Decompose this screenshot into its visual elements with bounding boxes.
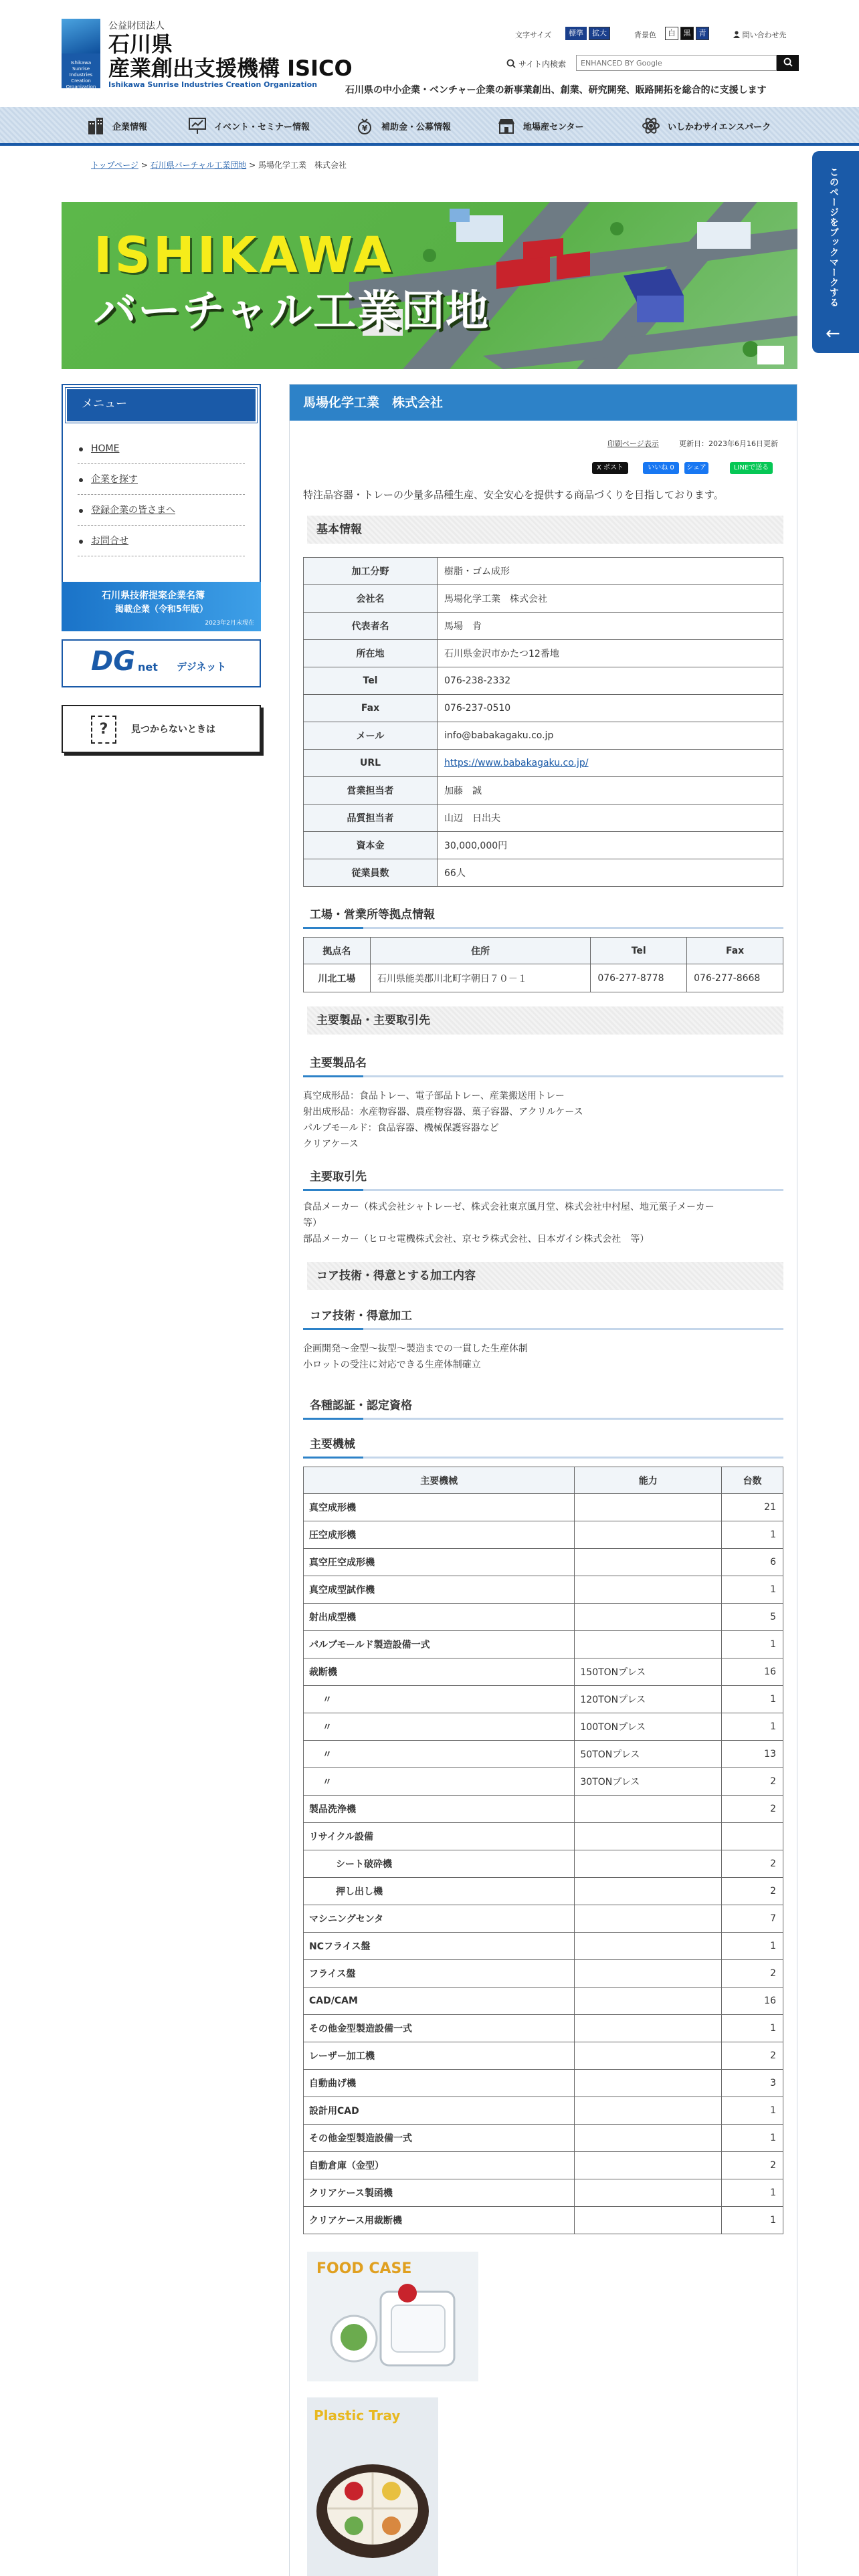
table-row xyxy=(304,1604,783,1631)
machine-name: 真空圧空成形機 xyxy=(304,1549,575,1576)
food-case-photo xyxy=(307,2252,478,2381)
table-row xyxy=(304,1796,783,1823)
facebook-share-button[interactable]: シェア xyxy=(684,462,708,474)
field-value: 66人 xyxy=(438,859,783,887)
machine-name: 製品洗浄機 xyxy=(304,1796,575,1823)
machine-quantity: 21 xyxy=(722,1494,783,1521)
machine-quantity: 5 xyxy=(722,1604,783,1631)
machine-capacity xyxy=(575,1878,722,1905)
search-input[interactable] xyxy=(576,55,777,71)
column-header: 住所 xyxy=(370,938,590,964)
plastic-tray-photo xyxy=(307,2397,438,2576)
machine-capacity xyxy=(575,1631,722,1658)
table-row xyxy=(304,2070,783,2097)
machine-capacity: 30TONプレス xyxy=(575,1768,722,1796)
field-value: 加藤 誠 xyxy=(438,777,783,804)
sidebar-link-contact[interactable]: お問合せ xyxy=(91,536,128,546)
core-line: 企画開発～金型～抜型～製造までの一貫した生産体制 xyxy=(303,1344,528,1354)
machine-capacity xyxy=(575,2125,722,2152)
machine-capacity xyxy=(575,2042,722,2070)
machine-capacity xyxy=(575,1549,722,1576)
sidebar-menu-title: メニュー xyxy=(66,388,257,423)
person-icon xyxy=(733,31,740,38)
bg-color-label: 背景色 xyxy=(634,31,656,39)
diginet-banner[interactable] xyxy=(62,639,261,687)
table-row xyxy=(304,1658,783,1686)
machine-capacity xyxy=(575,1823,722,1850)
machine-name: 真空成形機 xyxy=(304,1494,575,1521)
company-url-link[interactable]: https://www.babakagaku.co.jp/ xyxy=(444,758,589,768)
table-row xyxy=(304,558,783,585)
subheading-core: コア技術・得意加工 xyxy=(303,1303,783,1330)
isico-logo[interactable] xyxy=(62,19,100,88)
machine-capacity xyxy=(575,2152,722,2179)
machine-name: 〃 xyxy=(304,1768,575,1796)
machine-name: CAD/CAM xyxy=(304,1988,575,2015)
bg-blue-button[interactable]: 青 xyxy=(696,27,709,40)
table-row xyxy=(304,585,783,613)
line-share-button[interactable]: LINEで送る xyxy=(730,462,773,474)
field-value: 馬場化学工業 株式会社 xyxy=(438,585,783,613)
company-intro: 特注品容器・トレーの少量多品種生産、安全安心を提供する商品づくりを目指しております。 xyxy=(303,489,724,501)
subheading-clients: 主要取引先 xyxy=(303,1164,783,1191)
section-heading-core: コア技術・得意とする加工内容 xyxy=(303,1262,783,1290)
machine-capacity xyxy=(575,1604,722,1631)
field-label: 従業員数 xyxy=(304,859,438,887)
machine-quantity: 3 xyxy=(722,2070,783,2097)
machine-quantity: 1 xyxy=(722,2179,783,2207)
field-value: 山辺 日出夫 xyxy=(438,804,783,832)
product-line: クリアケース xyxy=(303,1139,359,1150)
subheading-certifications: 各種認証・認定資格 xyxy=(303,1393,783,1420)
machine-quantity: 2 xyxy=(722,1796,783,1823)
machine-name: 自動曲げ機 xyxy=(304,2070,575,2097)
table-row xyxy=(304,1905,783,1933)
machine-name: NCフライス盤 xyxy=(304,1933,575,1960)
main-content xyxy=(289,384,797,2576)
machine-name: レーザー加工機 xyxy=(304,2042,575,2070)
machine-name: シート破砕機 xyxy=(304,1850,575,1878)
field-label: Fax xyxy=(304,695,438,722)
search-icon xyxy=(506,59,516,68)
table-row xyxy=(304,2097,783,2125)
machine-quantity xyxy=(722,1823,783,1850)
bg-black-button[interactable]: 黒 xyxy=(680,27,694,40)
machine-quantity: 1 xyxy=(722,1576,783,1604)
breadcrumb-current: 馬場化学工業 株式会社 xyxy=(258,160,347,170)
nav-item-science-park[interactable] xyxy=(641,107,771,144)
machine-name: 自動倉庫（金型） xyxy=(304,2152,575,2179)
plastic-tray-label: Plastic Tray xyxy=(314,2407,401,2424)
table-row xyxy=(304,964,783,992)
shop-icon xyxy=(496,116,516,136)
basic-info-table xyxy=(303,557,783,887)
machine-quantity: 1 xyxy=(722,2207,783,2234)
table-row xyxy=(304,1631,783,1658)
field-value: 076-237-0510 xyxy=(438,695,783,722)
product-line: 真空成形品：食品トレー、電子部品トレー、産業搬送用トレー xyxy=(303,1091,565,1101)
client-line: 部品メーカー（ヒロセ電機株式会社、京セラ株式会社、日本ガイシ株式会社 等） xyxy=(303,1234,650,1245)
machine-name: クリアケース製函機 xyxy=(304,2179,575,2207)
machine-quantity: 1 xyxy=(722,1713,783,1741)
search-button[interactable] xyxy=(777,55,799,71)
machine-name: その他金型製造設備一式 xyxy=(304,2015,575,2042)
search-button-icon xyxy=(783,58,793,67)
products-list xyxy=(303,1088,783,1152)
accessibility-tools xyxy=(515,27,803,43)
machine-name: 裁断機 xyxy=(304,1658,575,1686)
breadcrumb-top-link[interactable]: トップページ xyxy=(91,160,138,170)
machine-quantity: 1 xyxy=(722,1933,783,1960)
column-header: Tel xyxy=(591,938,687,964)
column-header: 拠点名 xyxy=(304,938,371,964)
column-header: 台数 xyxy=(722,1467,783,1494)
nav-label: 補助金・公募情報 xyxy=(381,122,452,132)
page-title: 馬場化学工業 株式会社 xyxy=(290,385,797,421)
diginet-logo: DG xyxy=(91,646,136,677)
table-row xyxy=(304,1741,783,1768)
field-value: 樹脂・ゴム成形 xyxy=(438,558,783,585)
sidebar-item-search xyxy=(78,464,245,495)
table-row xyxy=(304,2207,783,2234)
x-post-button[interactable]: X ポスト xyxy=(592,462,628,474)
table-row xyxy=(304,1494,783,1521)
table-row xyxy=(304,832,783,859)
site-tagline: 石川県の中小企業・ベンチャー企業の新事業創出、創業、研究開発、販路開拓を総合的に支援します xyxy=(345,85,767,96)
contact-label: 問い合わせ先 xyxy=(742,31,787,39)
field-label: 営業担当者 xyxy=(304,777,438,804)
machine-quantity: 1 xyxy=(722,1521,783,1549)
machine-name: 真空成型試作機 xyxy=(304,1576,575,1604)
banner-date: 2023年2月末現在 xyxy=(205,620,254,627)
search-label xyxy=(506,58,566,70)
org-kana: 公益財団法人 xyxy=(108,21,165,31)
table-row xyxy=(304,722,783,750)
field-value: 石川県金沢市かたつ12番地 xyxy=(438,640,783,667)
machine-capacity xyxy=(575,2179,722,2207)
product-line: パルプモールド：食品容器、機械保護容器など xyxy=(303,1123,499,1134)
core-list xyxy=(303,1341,783,1373)
machine-capacity xyxy=(575,1576,722,1604)
machine-quantity: 1 xyxy=(722,1631,783,1658)
machine-capacity xyxy=(575,1521,722,1549)
machine-name: 設計用CAD xyxy=(304,2097,575,2125)
table-row xyxy=(304,1823,783,1850)
banner-title: 石川県技術提案企業名簿 xyxy=(102,591,205,601)
tech-proposal-directory-banner[interactable] xyxy=(62,582,261,631)
table-header-row xyxy=(304,938,783,964)
science-icon xyxy=(641,116,661,136)
machine-quantity: 2 xyxy=(722,1960,783,1988)
diginet-label: デジネット xyxy=(177,661,227,673)
sidebar-item-contact xyxy=(78,526,245,556)
location-name: 川北工場 xyxy=(304,964,371,992)
bookmark-tab[interactable] xyxy=(812,151,859,353)
machines-table xyxy=(303,1467,783,2234)
section-heading-basic: 基本情報 xyxy=(303,516,783,544)
machine-capacity xyxy=(575,2207,722,2234)
location-address: 石川県能美郡川北町字朝日７０－１ xyxy=(370,964,590,992)
font-size-normal-button[interactable]: 標準 xyxy=(565,27,587,40)
machine-capacity xyxy=(575,1960,722,1988)
field-label: 代表者名 xyxy=(304,613,438,640)
arrow-left-icon: ← xyxy=(826,324,840,344)
locations-table xyxy=(303,937,783,992)
table-row xyxy=(304,1713,783,1741)
nav-label: 企業情報 xyxy=(112,122,148,132)
machine-name: 圧空成形機 xyxy=(304,1521,575,1549)
banner-title-jp: バーチャル工業団地 xyxy=(94,287,490,336)
table-row xyxy=(304,695,783,722)
table-row xyxy=(304,2152,783,2179)
location-fax: 076-277-8668 xyxy=(687,964,783,992)
field-value: 馬場 肯 xyxy=(438,613,783,640)
field-label: メール xyxy=(304,722,438,750)
core-line: 小ロットの受注に対応できる生産体制確立 xyxy=(303,1360,481,1370)
contact-link[interactable] xyxy=(733,29,787,40)
bg-white-button[interactable]: 白 xyxy=(665,27,678,40)
column-header: Fax xyxy=(687,938,783,964)
table-row xyxy=(304,1960,783,1988)
nav-label: 地場産センター xyxy=(523,122,584,132)
table-row xyxy=(304,750,783,777)
machine-quantity: 1 xyxy=(722,2015,783,2042)
machine-name: 〃 xyxy=(304,1741,575,1768)
machine-capacity xyxy=(575,1850,722,1878)
machine-quantity: 16 xyxy=(722,1658,783,1686)
nav-item-company[interactable] xyxy=(86,107,147,144)
search-label-text: サイト内検索 xyxy=(518,60,566,69)
table-row xyxy=(304,1768,783,1796)
virtual-industrial-park-banner xyxy=(62,202,797,369)
clients-list xyxy=(303,1199,783,1247)
machine-capacity: 50TONプレス xyxy=(575,1741,722,1768)
presentation-icon xyxy=(187,116,207,136)
font-size-label: 文字サイズ xyxy=(515,31,552,39)
field-label: 加工分野 xyxy=(304,558,438,585)
nav-label: いしかわサイエンスパーク xyxy=(668,122,771,132)
machine-capacity xyxy=(575,1494,722,1521)
facebook-like-button[interactable]: いいね 0 xyxy=(643,462,679,474)
machine-quantity: 1 xyxy=(722,1686,783,1713)
field-label: 品質担当者 xyxy=(304,804,438,832)
machine-quantity: 13 xyxy=(722,1741,783,1768)
machine-quantity: 2 xyxy=(722,1878,783,1905)
machine-name: 〃 xyxy=(304,1686,575,1713)
field-label: URL xyxy=(304,750,438,777)
table-row xyxy=(304,2015,783,2042)
section-heading-products: 主要製品・主要取引先 xyxy=(303,1006,783,1035)
table-row xyxy=(304,2179,783,2207)
field-value: 076-238-2332 xyxy=(438,667,783,695)
org-english-name: Ishikawa Sunrise Industries Creation Organization xyxy=(108,80,318,89)
column-header: 能力 xyxy=(575,1467,722,1494)
site-search xyxy=(506,53,799,72)
table-row xyxy=(304,1933,783,1960)
table-header-row xyxy=(304,1467,783,1494)
field-value: 30,000,000円 xyxy=(438,832,783,859)
print-page-link[interactable]: 印刷ページ表示 xyxy=(607,439,659,448)
machine-name: フライス盤 xyxy=(304,1960,575,1988)
logo-small-text: Ishikawa Sunrise Industries Creation Organization xyxy=(66,60,96,90)
question-mark-icon: ? xyxy=(91,716,116,744)
money-bag-icon xyxy=(355,116,375,136)
breadcrumb-separator: > xyxy=(138,160,151,170)
product-line: 射出成形品：水産物容器、農産物容器、菓子容器、アクリルケース xyxy=(303,1107,583,1117)
sidebar-menu xyxy=(62,384,261,599)
section-heading-locations: 工場・営業所等拠点情報 xyxy=(303,902,783,929)
machine-name: リサイクル設備 xyxy=(304,1823,575,1850)
client-line: 食品メーカー（株式会社シャトレーゼ、株式会社東京風月堂、株式会社中村屋、地元菓子メーカー xyxy=(303,1202,714,1212)
field-value-cell xyxy=(438,750,783,777)
table-row xyxy=(304,1878,783,1905)
nav-label: イベント・セミナー情報 xyxy=(214,122,310,132)
site-header xyxy=(0,0,859,106)
machine-capacity: 100TONプレス xyxy=(575,1713,722,1741)
machine-quantity: 2 xyxy=(722,1850,783,1878)
breadcrumb-parent-link[interactable]: 石川県バーチャル工業団地 xyxy=(150,160,247,170)
column-header: 主要機械 xyxy=(304,1467,575,1494)
sidebar-item-members xyxy=(78,495,245,526)
machine-capacity: 150TONプレス xyxy=(575,1658,722,1686)
table-row xyxy=(304,859,783,887)
table-row xyxy=(304,777,783,804)
global-nav xyxy=(0,107,859,146)
not-found-banner[interactable] xyxy=(62,705,261,753)
machine-capacity xyxy=(575,1796,722,1823)
plastic-tray-product-image xyxy=(307,2397,438,2576)
client-line: 等） xyxy=(303,1218,322,1228)
breadcrumb xyxy=(91,159,347,171)
table-row xyxy=(304,1686,783,1713)
machine-name: マシニングセンタ xyxy=(304,1905,575,1933)
svg-text:¥: ¥ xyxy=(362,124,368,133)
company-email: info@babakagaku.co.jp xyxy=(444,730,554,741)
subheading-products: 主要製品名 xyxy=(303,1051,783,1077)
diginet-logo-suffix: net xyxy=(138,661,158,673)
field-label: 資本金 xyxy=(304,832,438,859)
logo-wave-graphic xyxy=(62,19,100,53)
machine-quantity: 2 xyxy=(722,2152,783,2179)
table-row xyxy=(304,613,783,640)
banner-title-en: ISHIKAWA xyxy=(94,227,395,284)
machine-capacity xyxy=(575,1933,722,1960)
machine-name: 〃 xyxy=(304,1713,575,1741)
org-prefecture: 石川県 xyxy=(108,31,173,57)
font-size-large-button[interactable]: 拡大 xyxy=(589,27,610,40)
table-row xyxy=(304,2042,783,2070)
machine-quantity: 2 xyxy=(722,2042,783,2070)
field-label: Tel xyxy=(304,667,438,695)
machine-name: 射出成型機 xyxy=(304,1604,575,1631)
table-row xyxy=(304,2125,783,2152)
sidebar-link-home[interactable]: HOME xyxy=(91,443,120,454)
subheading-machines: 主要機械 xyxy=(303,1432,783,1459)
table-row xyxy=(304,640,783,667)
machine-quantity: 1 xyxy=(722,2125,783,2152)
sidebar-item-home xyxy=(78,433,245,464)
nav-item-events[interactable] xyxy=(187,107,310,144)
banner-subtitle: 掲載企業（令和5年版） xyxy=(115,605,209,615)
table-row xyxy=(304,1850,783,1878)
food-case-label: FOOD CASE xyxy=(316,2260,412,2277)
machine-capacity xyxy=(575,1988,722,2015)
nav-item-local-center[interactable] xyxy=(496,107,583,144)
machine-quantity: 2 xyxy=(722,1768,783,1796)
breadcrumb-separator: > xyxy=(246,160,258,170)
table-row xyxy=(304,804,783,832)
machine-quantity: 7 xyxy=(722,1905,783,1933)
table-row xyxy=(304,1549,783,1576)
nav-item-subsidy[interactable] xyxy=(355,107,451,144)
field-value-cell xyxy=(438,722,783,750)
field-label: 会社名 xyxy=(304,585,438,613)
machine-name: クリアケース用裁断機 xyxy=(304,2207,575,2234)
location-tel: 076-277-8778 xyxy=(591,964,687,992)
table-row xyxy=(304,1576,783,1604)
org-name: 産業創出支援機構 ISICO xyxy=(108,56,353,81)
sidebar-link-search[interactable]: 企業を探す xyxy=(91,474,138,485)
machine-name: 押し出し機 xyxy=(304,1878,575,1905)
sidebar-menu-list xyxy=(63,425,260,556)
machine-name: パルプモールド製造設備一式 xyxy=(304,1631,575,1658)
machine-name: その他金型製造設備一式 xyxy=(304,2125,575,2152)
machine-capacity xyxy=(575,2097,722,2125)
table-row xyxy=(304,1988,783,2015)
not-found-label: 見つからないときは xyxy=(131,724,215,735)
sidebar-link-members[interactable]: 登録企業の皆さまへ xyxy=(91,505,175,516)
food-case-product-image xyxy=(307,2252,478,2381)
machine-quantity: 16 xyxy=(722,1988,783,2015)
machine-capacity xyxy=(575,2015,722,2042)
machine-quantity: 1 xyxy=(722,2097,783,2125)
machine-capacity: 120TONプレス xyxy=(575,1686,722,1713)
machine-quantity: 6 xyxy=(722,1549,783,1576)
table-row xyxy=(304,1521,783,1549)
updated-date: 更新日：2023年6月16日更新 xyxy=(679,439,778,448)
field-label: 所在地 xyxy=(304,640,438,667)
building-icon xyxy=(86,116,106,136)
machine-capacity xyxy=(575,1905,722,1933)
table-row xyxy=(304,667,783,695)
bookmark-label: このページをブックマークする xyxy=(828,167,839,308)
machine-capacity xyxy=(575,2070,722,2097)
